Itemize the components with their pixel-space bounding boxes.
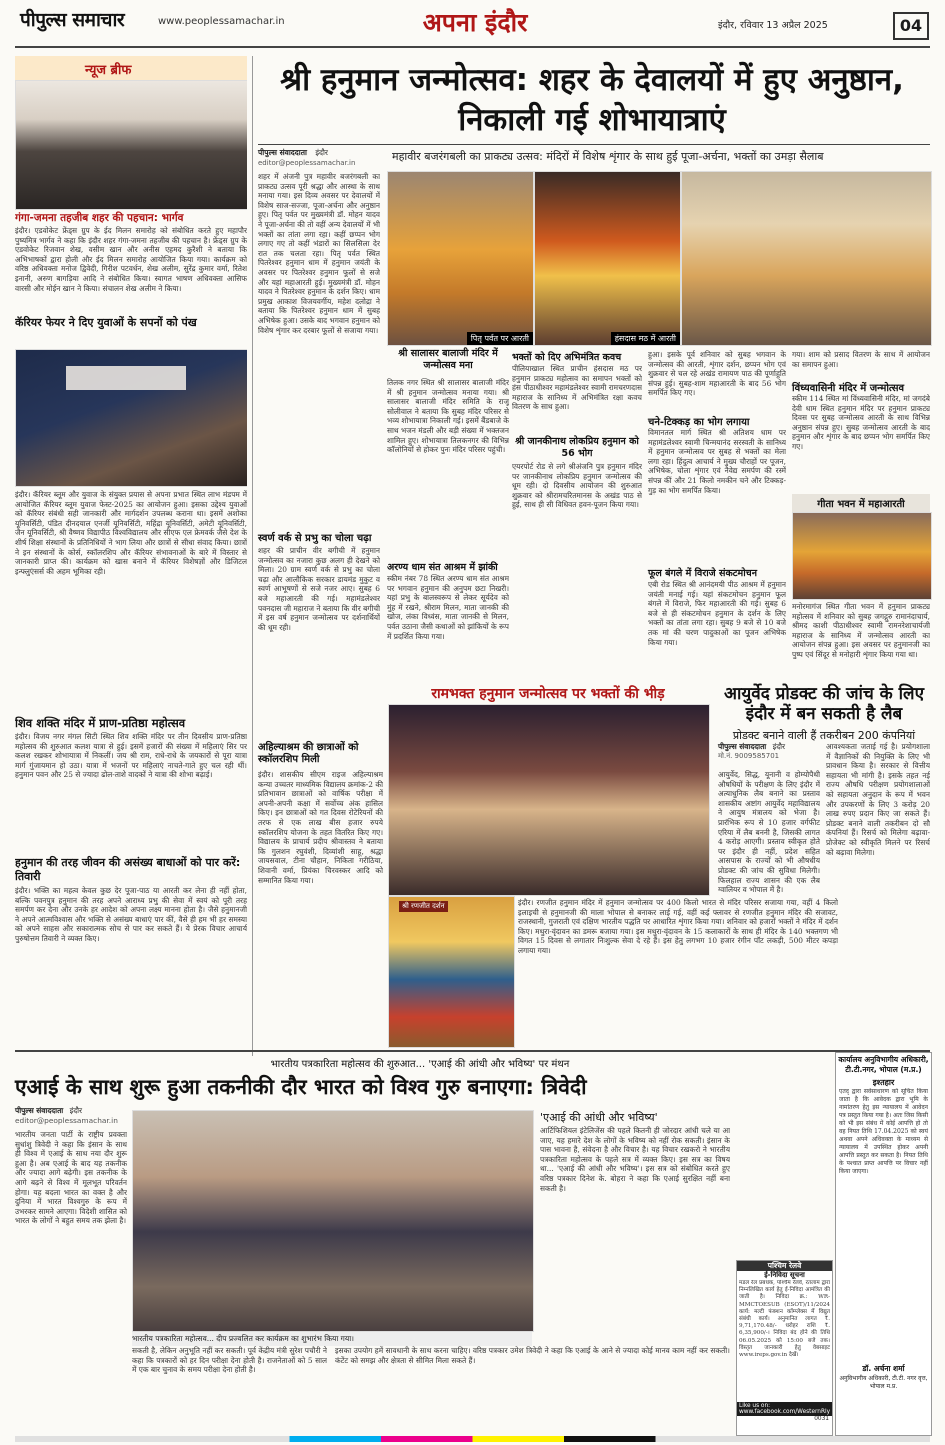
bottom-col3: सकती है, लेकिन अनुभूति नहीं कर सकती। पूर्व केंद्रीय मंत्री सुरेश पचौरी ने कहा कि पत्रकारों को हर दिन परीक्षा देना होती है। राजनेताओं को 5 साल में एक बार चुनाव के समय परीक्षा देना होती है। xyxy=(132,1346,327,1375)
crowd-title: रामभक्त हनुमान जन्मोत्सव पर भक्तों की भीड़ xyxy=(431,686,665,702)
masthead-logo[interactable] xyxy=(20,6,160,36)
ayurved-mobile: मो.नं. 9009585701 xyxy=(718,752,780,760)
notice-railway-code: 0031 xyxy=(814,1416,829,1422)
lead-strap: महावीर बजरंगबली का प्राकट्य उत्सव: मंदिरों में विशेष शृंगार के साथ हुई पूजा-अर्चना, भक्तों का उमड़ा सैलाब xyxy=(392,150,824,163)
brief-title-1: गंगा-जमना तहजीब शहर की पहचान: भार्गव xyxy=(15,212,184,224)
lead-photo-4 xyxy=(792,512,932,600)
lead-col5b: स्कीम 114 स्थित मां विंध्यवासिनी मंदिर, मां जगदंबे देवी धाम स्थित हनुमान मंदिर पर हनुमान प्राकट्य दिवस पर सुबह जन्मोत्सव आरती के साथ विभिन्न अनुष्ठान संपन्न हुए। सुबह जन्मोत्सव आरती के बाद हनुमान और शृंगार के बाद छप्पन भोग समर्पित किए गए। xyxy=(792,394,930,451)
lead-photo-3 xyxy=(681,171,932,346)
lead-byline xyxy=(258,148,328,158)
lead-col3: पीलियाखाल स्थित प्राचीन हंसदास मठ पर हनुमान प्राकट्य महोत्सव का समापन भक्तों को हंस पीठाधीश्वर महामंडलेश्वर स्वामी रामचरणदास महाराज के सानिध्य में अभिमंत्रित रक्षा कवच वितरण के साथ हुआ। xyxy=(512,364,642,412)
notice-sdm-title: इश्तहार xyxy=(872,1078,895,1087)
color-registration-bar xyxy=(15,1436,930,1442)
lead-col2b: स्कीम नंबर 78 स्थित अरण्य धाम संत आश्रम पर भगवान हनुमान की अनुपम छटा निखरी। यहां प्रभु के बालस्वरूप से लेकर सूर्यदेव को मुंह में रखने, श्रीराम मिलन, माता जानकी की खोज, लंका विध्वंस, माता जानकी से मिलन, पर्वत उठाना जैसी कथाओं को झांकियों के रूप में प्रदर्शित किया गया। xyxy=(387,574,509,641)
brief-body-4: इंदौर। भक्ति का महत्व केवल कुछ देर पूजा-पाठ या आरती कर लेना ही नहीं होता, बल्कि पवनपुत्र हनुमान की तरह अपने आराध्य प्रभु की सेवा में स्वयं को पूरी तरह समर्पण कर देना और उनके हर आदेश को अपना लक्ष्य मानना होता है। जैसे हनुमानजी ने अपने आत्मविश्वास और भक्ति से असंख्य बाधाएं पार कीं, वैसे ही हम भी हर समस्या को अपने साहस और सकारात्मक सोच से पार कर सकते हैं। ये प्रेरक विचार आचार्य पुरुषोत्तम तिवारी ने व्यक्त किए। xyxy=(15,886,247,943)
scholarship-title: अहिल्याश्रम की छात्राओं को स्कॉलरशिप मिली xyxy=(258,742,359,765)
lead-sub8: विंध्यवासिनी मंदिर में जन्मोत्सव xyxy=(792,383,905,394)
notice-sdm-office: कार्यालय अनुविभागीय अधिकारी, टी.टी.नगर, भोपाल (म.प्र.) xyxy=(838,1055,929,1074)
bottom-headline: एआई के साथ शुरू हुआ तकनीकी दौर भारत को विश्व गुरु बनाएगा: त्रिवेदी xyxy=(15,1075,587,1099)
lead-sub1: स्वर्ण वर्क से प्रभु का चोला चढ़ा xyxy=(258,533,372,544)
logo-text: पीपुल्स समाचार xyxy=(20,9,125,31)
photo-caption-2: हंसदास मठ में आरती xyxy=(611,332,680,345)
masthead-rule xyxy=(15,46,930,48)
notice-sdm-designation: अनुविभागीय अधिकारी, टी.टी. नगर वृत्त, भोपाल म.प्र. xyxy=(839,1375,928,1390)
bottom-photo xyxy=(132,1110,534,1332)
lead-col3b: एयरपोर्ट रोड से लगे श्रीअंजनि पुत्र हनुमान मंदिर पर जानकीनाथ लोकप्रिय हनुमान जन्मोत्सव की धूम रही। दो दिवसीय आयोजन की शुरुआत शुक्रवार को श्रीरामचरितमानस के अखंड पाठ से हुई, साथ ही सी विधिवत हवन-पूजन किया गया। xyxy=(512,462,642,510)
lead-col5c: मनोरमागंज स्थित गीता भवन में हनुमान प्राकट्य महोत्सव में शनिवार को सुबह जगद्गुरु रामानंदाचार्य, श्रीमद काशी पीठाधीश्वर स्वामी रामनरेशाचार्यजी महाराज के सानिध्य में जन्मोत्सव आरती का आयोजन संपन्न हुआ। इस अवसर पर हनुमानजी का पुष्प एवं सिंदूर से मनोहारी शृंगार किया गया था। xyxy=(792,602,930,659)
byline-name: पीपुल्स संवाददाता xyxy=(258,148,307,157)
lead-col4c: एबी रोड स्थित श्री आनंदमयी पीठ आश्रम में हनुमान जयंती मनाई गई। यहां संकटमोचन हनुमान फूल बंगले में विराजे, फिर महाआरती की गई। सुबह 6 बजे से ही संकटमोचन हनुमान के दर्शन के लिए भक्तों का तांता लगा रहा। सुबह 9 बजे से 10 बजे तक मां की चरण पादुकाओं का पूजन अभिषेक किया गया। xyxy=(648,580,786,647)
bottom-byline-city: इंदौर xyxy=(69,1106,83,1115)
lead-photo-2 xyxy=(534,171,681,346)
brief-title-4: हनुमान की तरह जीवन की असंख्य बाधाओं को पार करें: तिवारी xyxy=(15,856,241,883)
masthead xyxy=(0,0,945,48)
bottom-byline-name: पीपुल्स संवाददाता xyxy=(15,1106,64,1115)
ayurved-headline: आयुर्वेद प्रोडक्ट की जांच के लिए इंदौर में बन सकती है लैब xyxy=(724,684,924,724)
lead-rule xyxy=(258,144,930,145)
lead-col1b: शहर की प्राचीन वीर बगीची में हनुमान जन्मोत्सव का नजारा कुछ अलग ही देखने को मिला। 20 ग्राम स्वर्ण वर्क से प्रभु का चोला चढ़ा और आलौकिक सरकार डायमंड मुकुट व स्वर्ण आभूषणों से सजे नजर आए। सुबह 6 बजे महाआरती की गई। महामंडलेश्वर पवनदास जी महाराज ने बताया कि वीर बगीची में इस वर्ष हनुमान जन्मोत्सव पर दर्शनार्थियों की धूम रही। xyxy=(258,546,380,632)
bottom-col1: भारतीय जनता पार्टी के राष्ट्रीय प्रवक्ता सुधांशु त्रिवेदी ने कहा कि इंसान के साथ ही विश्व में एआई के साथ नया दौर शुरू हुआ है। अब एआई के बाद यह तकनीक और ज्यादा आगे बढ़ेगी। इस तकनीक के आगे बढ़ने से विश्व में मूलभूत परिवर्तन होगा। यह बदला भारत का वक्त है और दुनिया में भारत विश्वगुरु के रूप में उभरकर सामने आएगा। विदेशी शासित को भारत के लोगों ने बहुत समय तक झेला है। xyxy=(15,1130,127,1226)
lead-sub7: फूल बंगले में विराजे संकटमोचन xyxy=(648,568,757,579)
brief-photo-2 xyxy=(15,349,247,487)
section-title: अपना इंदौर xyxy=(422,8,528,37)
page-number: 04 xyxy=(893,12,929,40)
bottom-caption: भारतीय पत्रकारिता महोत्सव... दीप प्रज्वलित कर कार्यक्रम का शुभारंभ किया गया। xyxy=(132,1332,532,1346)
photo-caption-1: पितृ पर्वत पर आरती xyxy=(467,332,533,345)
lead-col5: गया। शाम को प्रसाद वितरण के साथ में आयोजन का समापन हुआ। xyxy=(792,350,930,369)
scholarship-box xyxy=(258,742,383,1044)
ayurved-col1: आयुर्वेद, सिद्ध, यूनानी व होम्योपैथी औषधियों के परीक्षण के लिए इंदौर में अत्याधुनिक लैब बनाने का प्रस्ताव शासकीय अष्टांग आयुर्वेद महाविद्यालय ने आयुष मंत्रालय को भेजा है। प्रारंभिक रूप से 10 हजार वर्गफीट एरिया में लैब बननी है, जिसकी लागत 4 करोड़ आएगी। प्रस्ताव स्वीकृत होते पर इंदौर ही नहीं, प्रदेश सहित आसपास के राज्यों को भी औषधीय प्रोडक्ट की जांच की सुविधा मिलेगी। फिलहाल राज्य शासन की एक लैब ग्वालियर व भोपाल में है। xyxy=(718,770,820,895)
bottom-col4: इसका उपयोग हमें सावधानी के साथ करना चाहिए। वरिष्ठ पत्रकार उमेश त्रिवेदी ने कहा कि एआई के आने से ज्यादा कोई मानव काम नहीं कर सकती। कंटेंट को समझ और क्षेत्रता से सीमित मिला सकते हैं। xyxy=(335,1346,730,1365)
website-url[interactable]: www.peoplessamachar.in xyxy=(158,16,285,27)
lead-col4b: विमानतल मार्ग स्थित श्री अतिशय धाम पर महामंडलेश्वर स्वामी चिन्मयानंद सरस्वती के सानिध्य में हनुमान जन्मोत्सव पर सुबह से भक्तों का मेला लगा रहा। हिंदुत्व आचार्य ने मुख्य चौराहों पर पूजन, अभिषेक, चोला शृंगार एवं नैवेद्य समर्पण की रस्में संपन्न कीं और 21 किलो नमकीन चने और टिक्कड़-गुड़ का भोग समर्पित किया। xyxy=(648,428,786,495)
lead-email[interactable]: editor@peoplessamachar.in xyxy=(258,159,356,167)
lead-sub2: श्री सालासर बालाजी मंदिर में जन्मोत्सव मना xyxy=(398,348,498,371)
lead-sub9: गीता भवन में महाआरती xyxy=(792,494,930,512)
notice-sdm-signatory: डॉ. अर्चना शर्मा xyxy=(862,1364,905,1373)
notice-railway-subtitle: ई-निविदा सूचना xyxy=(764,1271,805,1279)
notice-railway-body: मंडल रेल प्रबंधक, पश्चिम रेलवे, रतलाम द्वारा निम्नलिखित कार्य हेतु ई-निविदा आमंत्रित की जाती है। निविदा क्र.: WR-MMCTOESUB (ESOT)/11/2024 कार्य: मल्टी फंक्शन कॉम्प्लेक्स में विद्युत संबंधी कार्य। अनुमानित लागत ₹. 9,71,170.48/- धरोहर राशि ₹. 6,35,900/-। निविदा बंद होने की तिथि 06.05.2025 को 15:00 बजे तक। विस्तृत जानकारी हेतु वेबसाइट www.ireps.gov.in देखें। xyxy=(739,1280,830,1359)
bottom-col2: आर्टिफिशियल इंटेलिजेंस की पहले कितनी ही जोरदार आंधी चले या आ जाए, यह हमारे देश के लोगों के भविष्य को नहीं रोक सकती। इंसान के पास भावना है, संवेदना है और विचार है। यह विचार रखकरो ने भारतीय पत्रकारिता महोत्सव के पहले सत्र में व्यक्त किए। इस सत्र का विषय था... 'एआई की आंधी और भविष्य'। इस सत्र को संबोधित करते हुए वरिष्ठ पत्रकार दिनेश के. बोहरा ने कहा कि एआई सुरक्षित नहीं बना सकती है। xyxy=(540,1126,730,1193)
lead-sub4: भक्तों को दिए अभिमंत्रित कवच xyxy=(512,352,622,363)
ayurved-strap: प्रोडक्ट बनाने वाली हैं तकरीबन 200 कंपनियां xyxy=(732,729,916,742)
bottom-kicker: भारतीय पत्रकारिता महोत्सव की शुरुआत... 'एआई की आंधी और भविष्य' पर मंथन xyxy=(270,1059,570,1070)
bottom-rule xyxy=(15,1050,930,1052)
brief-body-3: इंदौर। विजय नगर मंगल सिटी स्थित शिव शक्ति मंदिर पर तीन दिवसीय प्राण-प्रतिष्ठा महोत्सव की शुरुआत कलश यात्रा से हुई। इसमें हजारों की संख्या में महिलाएं सिर पर कलश रखकर शोभायात्रा में निकलीं। जय श्री राम, राधे-राधे के जयकारों से पूरा यात्रा मार्ग गुंजायमान हो उठा। यात्रा में भजनों पर महिलाएं नाचते-गाते हुए चल रही थीं। हनुमान पवन और 25 से ज्यादा ढोल-ताशे वादकों ने यात्रा की शोभा बढ़ाई। xyxy=(15,732,247,780)
lead-photo-1 xyxy=(387,171,534,346)
notice-sdm xyxy=(835,1052,932,1436)
stage-banner xyxy=(66,366,186,390)
notice-railway-footer[interactable]: Like us on: www.facebook.com/WesternRly xyxy=(739,1403,831,1415)
lead-col2: तिलक नगर स्थित श्री सालासर बालाजी मंदिर में श्री हनुमान जन्मोत्सव मनाया गया। श्री सालासर बालाजी मंदिर समिति के राजू सोलीवाल ने बताया कि सुबह मंदिर परिसर से भव्य शोभायात्रा निकाली गई। इसमें बैंडबाजे के साथ भजन मंडली और बड़ी संख्या में भक्तजन शामिल हुए। शोभायात्रा तिलकनगर की विभिन्न कॉलोनियों से होकर पुनः मंदिर परिसर पहुंची। xyxy=(387,378,509,455)
ayurved-col2: आवश्यकता जताई गई है। प्रयोगशाला में वैज्ञानिकों की नियुक्ति के लिए भी प्रावधान किया है। सरकार से वित्तीय सहायता भी मांगी है। इसके तहत नई राज्य औषधि परीक्षण प्रयोगशालाओं को सहायता अनुदान के रूप में भवन और उपकरणों के लिए 3 करोड़ 20 लाख रुपए प्रदान किए जा सकते हैं। प्रोडक्ट बनाने वाली तकरीबन दो सौ कंपनियां हैं। रिसर्च को मिलेगा बढ़ावा-प्रोजेक्ट को स्वीकृति मिलने पर रिसर्च को बढ़ावा मिलेगा। xyxy=(826,742,930,857)
bottom-sub: 'एआई की आंधी और भविष्य' xyxy=(540,1111,658,1124)
idol-photo xyxy=(388,896,515,1048)
notice-railway xyxy=(736,1260,833,1436)
idol-label: श्री रणजीत दर्शन xyxy=(399,901,448,912)
brief-photo-1 xyxy=(15,80,247,210)
crowd-body: इंदौर। रणजीत हनुमान मंदिर में हनुमान जन्मोत्सव पर 400 किलो भारत से मंदिर परिसर सजाया गया, वहीं 4 किलो इलाइची से हनुमानजी की माला भोपाल से बनाकर लाई गई, वहीं कई फ्लावर से रणजीत हनुमान मंदिर की सजावट, राजस्थानी, गुजराती एवं दक्षिण भारतीय पद्धति पर आधारित शृंगार किया गया। शनिवार को हजारों भक्तों ने मंदिर में दर्शन किए। मथुरा-वृंदावन का डमरू बजाया गया। इस मथुरा-वृंदावन के 15 कलाकारों के साथ ही मंदिर के 140 भक्तगण भी विगत 15 दिवस से लगातार निःशुल्क सेवा दे रहे हैं। इस हेतु लगभग 10 हजार रंगीन पॉट लकड़ी, 500 मीटर कपड़ा लगाया गया। xyxy=(518,898,838,955)
column-divider xyxy=(252,56,253,1056)
brief-title-3: शिव शक्ति मंदिर में प्राण-प्रतिष्ठा महोत्सव xyxy=(15,716,186,730)
crowd-photo xyxy=(388,704,710,896)
brief-body-2: इंदौर। कॅरियर ब्लूम और युवाज के संयुक्त प्रयास से अपना प्रभात स्थित लाभ मंडपम में आयोजित कॅरियर ब्लूम युवाज फेस्ट-2025 का आयोजन हुआ। इसका उद्देश्य युवाओं को कॅरियर संबंधी सही जानकारी और मार्गदर्शन उपलब्ध कराना था। इसमें अशोका यूनिवर्सिटी, पंडित दीनदयाल एनर्जी यूनिवर्सिटी, महिंद्रा यूनिवर्सिटी, अमेटी यूनिवर्सिटी, जैन यूनिवर्सिटी, श्री वैष्णव विद्यापीठ विश्वविद्यालय और सीएफ एल फ्रेमवर्क जैसे देश के शीर्ष शिक्षा संस्थानों के प्रतिनिधियों ने भाग लिया और छात्रों से सीधा संवाद किया। छात्रों ने इन संस्थानों के कोर्स, स्कॉलरशिप और कॅरियर संभावनाओं के बारे में विस्तार से जानकारी प्राप्त की। कार्यक्रम को खास बनाने में कॅरियर विशेषज्ञों और डिजिटल इन्फ्लुएंसर्स की अहम भूमिका रही। xyxy=(15,490,247,576)
lead-col1: शहर में अंजनी पुत्र महावीर बजरंगबली का प्राकट्य उत्सव पूरी श्रद्धा और आस्था के साथ मनाया गया। इस दिव्य अवसर पर देवालयों में विशेष साज-सज्जा, पूजा-अर्चना और अनुष्ठान हुए। पितृ पर्वत पर मुख्यमंत्री डॉ. मोहन यादव ने पूजा-अर्चना की तो वहीं अन्य देवालयों में भी भक्तों का तांता लगा रहा। कहीं छप्पन भोग लगाए गए तो कहीं भंडारों का सिलसिला देर रात तक चलता रहा। पितृ पर्वत स्थित पितरेश्वर हनुमान धाम में हनुमान जयंती के अवसर पर पितरेश्वर हनुमान फूलों से सजे और यहां महाआरती हुई। मुख्यमंत्री डॉ. मोहन यादव ने पितरेश्वर हनुमान के दर्शन किए। धाम प्रमुख आकाश विजयवर्गीय, महेश दलोद्रा ने बताया कि पितरेश्वर हनुमान धाम में सुबह अभिषेक हुआ। उसके बाद भगवान हनुमान को विशेष शृंगार कर दरबार फूलों से सजाया गया। xyxy=(258,172,380,335)
lead-sub5: श्री जानकीनाथ लोकप्रिय हनुमान को 56 भोग xyxy=(515,436,639,459)
scholarship-body: इंदौर। शासकीय सीएम राइज अहिल्याश्रम कन्या उच्चतर माध्यमिक विद्यालय क्रमांक-2 की प्रतिभावान छात्राओं को वार्षिक परीक्षा में अपनी-अपनी कक्षा में सर्वोच्च अंक हासिल किए। इन छात्राओं को गत दिवस रोटेरियनों की तरफ से एक लाख बीस हजार रुपये स्कॉलरशिप योजना के तहत वितरित किए गए। विद्यालय के प्राचार्य प्रदीप श्रीवास्तव ने बताया कि गुलशन रघुवंशी, दिव्यांशी साहू, श्रद्धा जायसवाल, टीना चौहान, निकिता गरीठिया, शिवानी वर्मा, प्रियंका चिरवस्कर आदि को सम्मानित किया गया। xyxy=(258,770,383,885)
brief-tag: न्यूज ब्रीफ xyxy=(15,56,247,82)
dateline: इंदौर, रविवार 13 अप्रैल 2025 xyxy=(718,20,828,31)
ayurved-byline-name: पीपुल्स संवाददाता xyxy=(718,742,767,751)
byline-city: इंदौर xyxy=(315,148,329,157)
notice-sdm-body: एतद् द्वारा सर्वसाधारण को सूचित किया जाता है कि आवेदक द्वारा भूमि के नामांतरण हेतु इस न्यायालय में आवेदन पत्र प्रस्तुत किया गया है। अतः जिस किसी को भी इस संबंध में कोई आपत्ति हो तो वह नियत तिथि 17.04.2025 को स्वयं अथवा अपने अधिवक्ता के माध्यम से न्यायालय में उपस्थित होकर अपनी आपत्ति प्रस्तुत कर सकता है। नियत तिथि के पश्चात प्राप्त आपत्ति पर विचार नहीं किया जाएगा। xyxy=(839,1088,928,1175)
ayurved-byline-city: इंदौर xyxy=(772,742,786,751)
news-brief-column xyxy=(15,56,247,1046)
lead-sub3: अरण्य धाम संत आश्रम में झांकी xyxy=(387,562,498,573)
lead-headline: श्री हनुमान जन्मोत्सव: शहर के देवालयों में हुए अनुष्ठान, निकाली गई शोभायात्राएं xyxy=(280,62,904,138)
lead-sub6: चने-टिक्कड़ का भोग लगाया xyxy=(648,417,750,428)
brief-title-2: कॅरियर फेयर ने दिए युवाओं के सपनों को पंख xyxy=(15,316,197,329)
brief-body-1: इंदौर। एडवोकेट फ्रेंड्स ग्रुप के ईद मिलन समारोह को संबोधित करते हुए महापौर पुष्यमित्र भार्गव ने कहा कि इंदौर शहर गंगा-जमना तहजीब की पहचान है। फ्रेंड्स ग्रुप के एडवोकेट रिजवान शेख, वसीम खान और अनीस एहमद कुरैशी ने बताया कि अभिभाषकों द्वारा होली और ईद मिलन समारोह आयोजित किया गया। कार्यक्रम को वरिष्ठ अधिवक्ता मनोज द्विवेदी, गिरीश पटवर्धन, शेख अलीम, सुरेंद्र कुमार वर्मा, रितेश इनानी, अरुण बागड़िया आदि ने संबोधित किया। स्वागत भाषण अधिवक्ता आसिफ वारसी और मोईन खान ने किया। संचालन शेख अलीम ने किया। xyxy=(15,226,247,293)
bottom-email[interactable]: editor@peoplessamachar.in xyxy=(15,1116,118,1125)
notice-railway-title: पश्चिम रेलवे xyxy=(737,1261,832,1271)
lead-col4: हुआ। इसके पूर्व शनिवार को सुबह भगवान के जन्मोत्सव की आरती, शृंगार दर्शन, छप्पन भोग एवं शुक्रवार से चल रहे अखंड रामायण पाठ की पूर्णाहुति संपन्न हुई। सुबह-शाम महाआरती के बाद 56 भोग समर्पित किए गए। xyxy=(648,350,786,398)
